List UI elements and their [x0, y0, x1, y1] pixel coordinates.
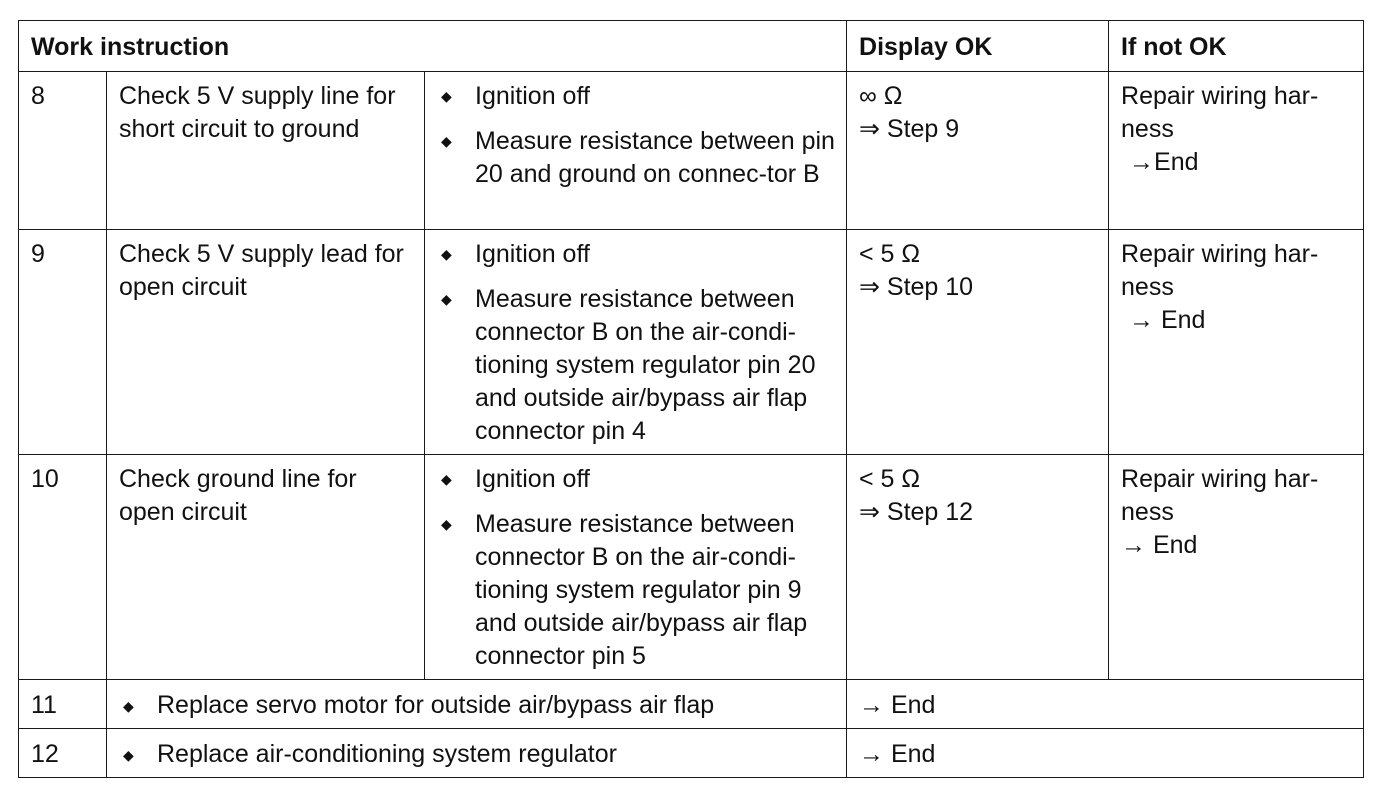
result-end: → End: [847, 680, 1364, 729]
display-value: < 5 Ω: [859, 240, 921, 268]
remedy-line: ness: [1121, 498, 1174, 526]
action-list-cell: [425, 72, 847, 230]
work-instruction-table: [18, 20, 1364, 778]
action-list: [437, 463, 836, 673]
list-item: ◆ Ignition off: [437, 463, 836, 496]
list-item: ◆ Ignition off: [437, 80, 836, 113]
check-description: Check 5 V supply lead for open circuit: [107, 230, 425, 455]
list-item: ◆ Ignition off: [437, 238, 836, 271]
if-not-ok-cell: [1109, 72, 1364, 230]
table-row: [19, 680, 1364, 729]
remedy-line: Repair wiring har-: [1121, 465, 1319, 493]
check-description: Check 5 V supply line for short circuit to ground: [107, 72, 425, 230]
if-not-ok-cell: [1109, 230, 1364, 455]
next-step: ⇒ Step 12: [859, 498, 974, 526]
remedy-end: →End: [1129, 148, 1199, 176]
remedy-line: ness: [1121, 273, 1174, 301]
display-ok-cell: [847, 72, 1109, 230]
replace-action: ◆ Replace air-conditioning system regulator: [107, 729, 847, 778]
remedy-line: Repair wiring har-: [1121, 82, 1319, 110]
table-header-row: [19, 21, 1364, 72]
remedy-end: → End: [1121, 531, 1198, 559]
action-list: [437, 238, 836, 448]
header-display-ok: Display OK: [847, 21, 1109, 72]
action-list: [437, 80, 836, 191]
step-number: 9: [19, 230, 107, 455]
step-number: 11: [19, 680, 107, 729]
header-if-not-ok: If not OK: [1109, 21, 1364, 72]
next-step: ⇒ Step 10: [859, 273, 974, 301]
next-step: ⇒ Step 9: [859, 115, 960, 143]
table-row: [19, 72, 1364, 230]
display-ok-cell: [847, 230, 1109, 455]
replace-action: ◆ Replace servo motor for outside air/bypass air flap: [107, 680, 847, 729]
display-value: ∞ Ω: [859, 82, 903, 110]
header-work-instruction: Work instruction: [19, 21, 847, 72]
list-item: ◆ Measure resistance between connector B on the air-condi-tioning system regulator pin 20 and outside air/bypass air flap connector pin 4: [437, 283, 836, 448]
if-not-ok-cell: [1109, 455, 1364, 680]
remedy-end: → End: [1129, 306, 1206, 334]
remedy-line: ness: [1121, 115, 1174, 143]
step-number: 10: [19, 455, 107, 680]
action-list-cell: [425, 455, 847, 680]
table-row: [19, 455, 1364, 680]
table-row: [19, 230, 1364, 455]
remedy-line: Repair wiring har-: [1121, 240, 1319, 268]
action-list-cell: [425, 230, 847, 455]
step-number: 12: [19, 729, 107, 778]
display-ok-cell: [847, 455, 1109, 680]
result-end: → End: [847, 729, 1364, 778]
display-value: < 5 Ω: [859, 465, 921, 493]
check-description: Check ground line for open circuit: [107, 455, 425, 680]
table-row: [19, 729, 1364, 778]
list-item: ◆ Measure resistance between connector B on the air-condi-tioning system regulator pin 9 and outside air/bypass air flap connector pin 5: [437, 508, 836, 673]
step-number: 8: [19, 72, 107, 230]
list-item: ◆ Measure resistance between pin 20 and ground on connec-tor B: [437, 125, 836, 191]
